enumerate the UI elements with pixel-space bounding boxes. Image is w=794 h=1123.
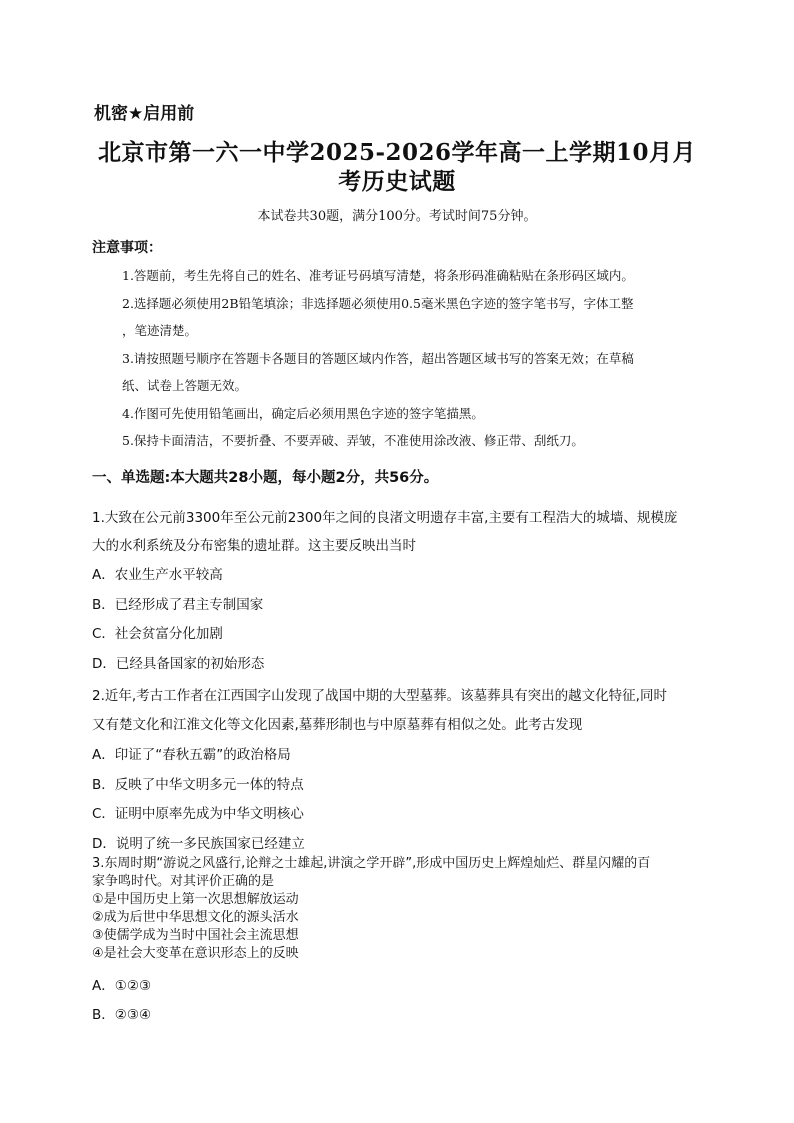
question-2-option-d: D．说明了统一多民族国家已经建立 [92,836,305,852]
exam-subtitle: 本试卷共30题，满分100分。考试时间75分钟。 [257,209,537,224]
confidential-mark: 机密★启用前 [94,104,195,124]
question-1-option-b: B．已经形成了君主专制国家 [92,597,264,613]
question-3-text: 家争鸣时代。对其评价正确的是 [92,874,275,889]
question-3-item: ③使儒学成为当时中国社会主流思想 [92,928,299,943]
question-3-item: ①是中国历史上第一次思想解放运动 [92,892,299,907]
question-2-option-a: A．印证了“春秋五霸”的政治格局 [92,747,291,763]
note-item: 3.请按照题号顺序在答题卡各题目的答题区域内作答，超出答题区域书写的答案无效；在草稿 [122,351,634,366]
exam-title-line1: 北京市第一六一中学2025-2026学年高一上学期10月月 [97,139,697,166]
question-1-option-a: A．农业生产水平较高 [92,567,223,583]
note-item: 4.作图可先使用铅笔画出，确定后必须用黑色字迹的签字笔描黑。 [122,406,484,421]
note-item: 纸、试卷上答题无效。 [122,378,248,393]
note-item: 2.选择题必须使用2B铅笔填涂；非选择题必须使用0.5毫米黑色字迹的签字笔书写，字体工整 [122,296,634,311]
question-2-text: 又有楚文化和江淮文化等文化因素,墓葬形制也与中原墓葬有相似之处。此考古发现 [92,717,583,733]
question-3-item: ④是社会大变革在意识形态上的反映 [92,946,299,961]
question-3-option-b: B．②③④ [92,1007,152,1023]
question-3-text: 3.东周时期“游说之风盛行,论辩之士雄起,讲演之学开辟”,形成中国历史上辉煌灿烂、群星闪耀的百 [92,856,651,871]
question-2-option-c: C．证明中原率先成为中华文明核心 [92,806,304,822]
question-1-text: 大的水利系统及分布密集的遗址群。这主要反映出当时 [92,538,416,554]
question-1-option-d: D．已经具备国家的初始形态 [92,656,265,672]
question-3-option-a: A．①②③ [92,978,152,994]
question-2-option-b: B．反映了中华文明多元一体的特点 [92,777,304,793]
note-item: ，笔迹清楚。 [122,323,198,338]
note-item: 1.答题前，考生先将自己的姓名、准考证号码填写清楚，将条形码准确粘贴在条形码区域内。 [122,268,634,283]
exam-title-line2: 考历史试题 [338,168,456,195]
question-1-text: 1.大致在公元前3300年至公元前2300年之间的良渚文明遗存丰富,主要有工程浩大的城墙、规模庞 [92,510,678,526]
notes-heading: 注意事项： [92,240,162,256]
question-3-item: ②成为后世中华思想文化的源头活水 [92,910,299,925]
section-heading: 一、单选题:本大题共28小题，每小题2分，共56分。 [92,470,439,486]
question-1-option-c: C．社会贫富分化加剧 [92,626,223,642]
note-item: 5.保持卡面清洁，不要折叠、不要弄破、弄皱，不准使用涂改液、修正带、刮纸刀。 [122,433,584,448]
question-2-text: 2.近年,考古工作者在江西国字山发现了战国中期的大型墓葬。该墓葬具有突出的越文化特征,同时 [92,688,667,704]
